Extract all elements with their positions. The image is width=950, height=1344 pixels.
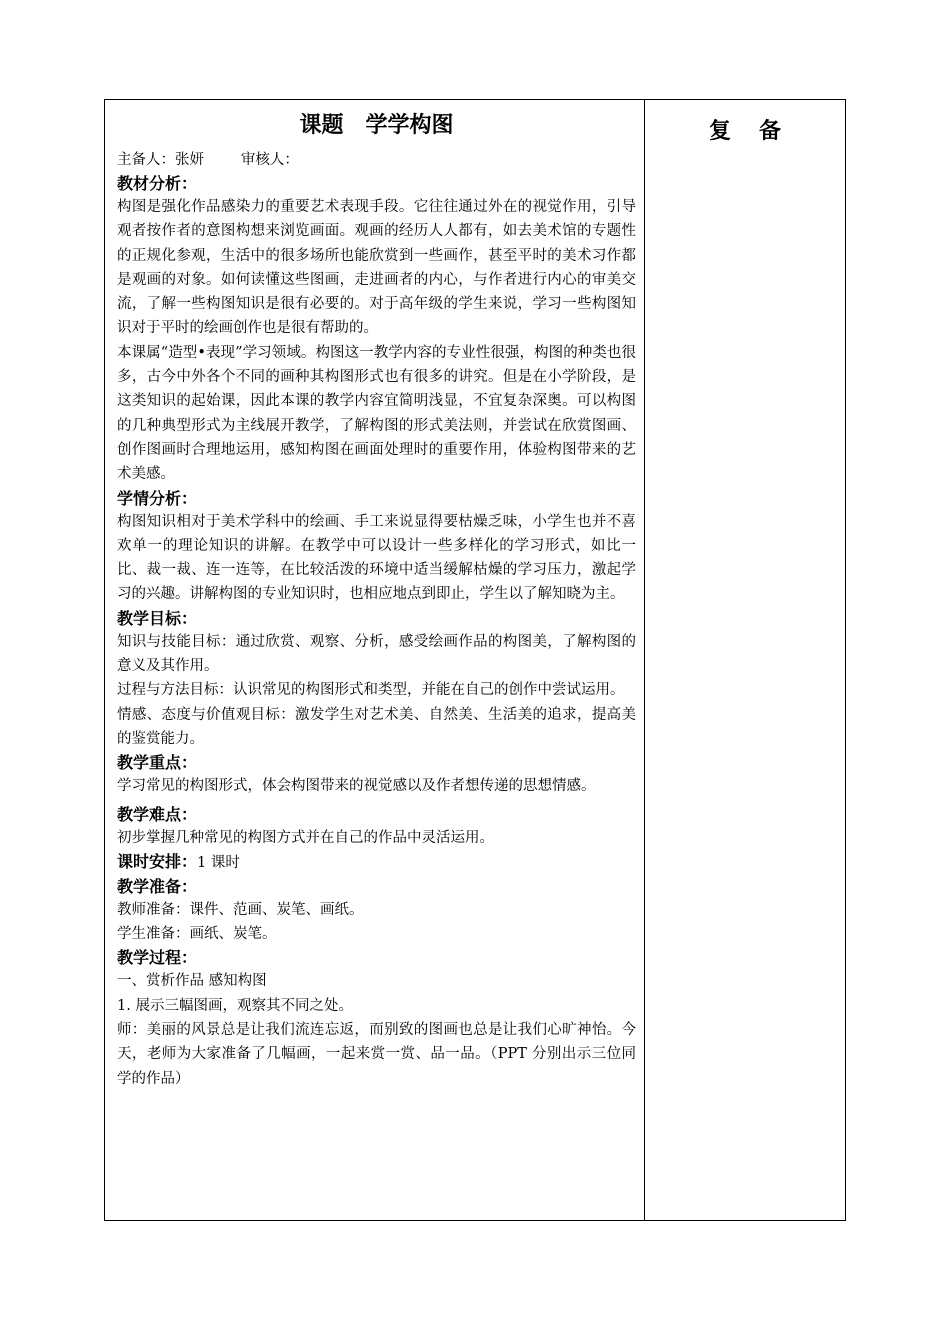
preparation-heading: 教学准备： [117,876,198,896]
schedule-line [117,850,636,875]
review-header: 复备 [708,119,809,144]
preparer-label: 主备人：张妍 [117,152,204,168]
goal-item: 情感、态度与价值观目标：激发学生对艺术美、自然美、生活美的追求，提高美的鉴赏能力。 [117,706,636,747]
difficulties-paragraph: 初步掌握几种常见的构图方式并在自己的作品中灵活运用。 [117,829,494,846]
students-heading: 学情分析： [117,488,198,508]
material-paragraph: 本课属“造型•表现”学习领域。构图这一教学内容的专业性很强，构图的种类也很多，古今中外各个不同的画种其构图形式也有很多的讲究。但是在小学阶段，是这类知识的起始课，因此本课的教学内容宜简明浅显，不宜复杂深奥。可以构图的几种典型形式为主线展开教学，了解构图的形式美法则，并尝试在欣赏图画、创作图画时合理地运用，感知构图在画面处理时的重要作用，体验构图带来的艺术美感。 [117,344,636,483]
goals-heading: 教学目标： [117,608,198,628]
material-paragraph: 构图是强化作品感染力的重要艺术表现手段。它往往通过外在的视觉作用，引导观者按作者的意图构想来浏览画面。观画的经历人人都有，如去美术馆的专题性的正规化参观，生活中的很多场所也能欣赏到一些画作，甚至平时的美术习作都是观画的对象。如何读懂这些图画，走进画者的内心，与作者进行内心的审美交流，了解一些构图知识是很有必要的。对于高年级的学生来说，学习一些构图知识对于平时的绘画创作也是很有帮助的。 [117,199,636,337]
process-heading: 教学过程： [117,948,198,968]
main-column [105,100,645,1220]
preparation-item: 学生准备：画纸、炭笔。 [117,926,277,943]
goal-item: 过程与方法目标：认识常见的构图形式和类型，并能在自己的创作中尝试运用。 [117,682,625,699]
page-title: 课题 学学构图 [299,113,454,138]
schedule-value: 1 课时 [197,854,240,871]
goal-item: 知识与技能目标：通过欣赏、观察、分析，感受绘画作品的构图美，了解构图的意义及其作用。 [117,633,636,675]
key-points-paragraph: 学习常见的构图形式，体会构图带来的视觉感以及作者想传递的思想情感。 [117,778,596,795]
lesson-plan-table [104,99,846,1221]
reviewer-label: 审核人： [240,152,299,168]
process-item: 一、赏析作品 感知构图 [117,973,267,990]
material-heading: 教材分析： [117,174,198,193]
process-item: 师：美丽的风景总是让我们流连忘返，而别致的图画也总是让我们心旷神怡。今天，老师为大家准备了几幅画，一起来赏一赏、品一品。（PPT 分别出示三位同学的作品） [117,1022,636,1087]
review-column [645,100,845,1220]
preparation-item: 教师准备：课件、范画、炭笔、画纸。 [117,901,364,918]
meta-line [117,148,636,172]
key-points-heading: 教学重点： [117,753,198,773]
students-paragraph: 构图知识相对于美术学科中的绘画、手工来说显得要枯燥乏味，小学生也并不喜欢单一的理论知识的讲解。在教学中可以设计一些多样化的学习形式，如比一比、裁一裁、连一连等，在比较活泼的环境中适当缓解枯燥的学习压力，激起学习的兴趣。讲解构图的专业知识时，也相应地点到即止，学生以了解知晓为主。 [117,513,636,603]
process-item: 1. 展示三幅图画，观察其不同之处。 [117,997,353,1014]
difficulties-heading: 教学难点： [117,804,198,824]
schedule-heading: 课时安排： [117,851,198,871]
